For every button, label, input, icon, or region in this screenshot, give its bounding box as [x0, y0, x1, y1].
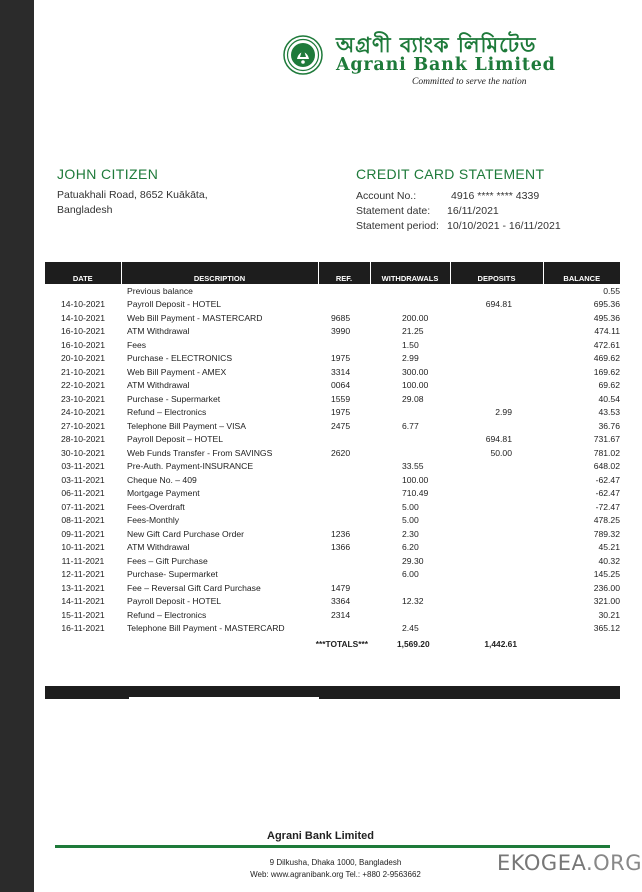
row-ref [318, 460, 370, 474]
row-date: 16-11-2021 [61, 623, 105, 634]
row-deposit [450, 554, 543, 568]
row-balance: 472.61 [593, 339, 620, 350]
row-description: Telephone Bill Payment – VISA [127, 420, 246, 431]
row-balance: 236.00 [593, 582, 620, 593]
row-balance: 36.76 [598, 420, 620, 431]
row-ref: 9685 [331, 312, 351, 323]
row-balance: 169.62 [593, 366, 620, 377]
row-date: 27-10-2021 [61, 420, 105, 431]
row-deposit: 694.81 [485, 299, 512, 310]
row-deposit [450, 352, 543, 366]
row-ref [318, 568, 370, 582]
row-ref: 3990 [331, 326, 351, 337]
row-ref [318, 514, 370, 528]
row-description: ATM Withdrawal [127, 542, 190, 553]
row-date: 12-11-2021 [61, 569, 105, 580]
row-description: Payroll Deposit - HOTEL [127, 596, 222, 607]
table-row [45, 406, 620, 420]
row-date: 03-11-2021 [61, 461, 105, 472]
bank-logo-icon [283, 35, 323, 75]
row-description: Telephone Bill Payment - MASTERCARD [127, 623, 285, 634]
totals-spacer [45, 635, 121, 649]
row-date: 16-10-2021 [61, 339, 105, 350]
table-row [45, 338, 620, 352]
row-description: ATM Withdrawal [127, 380, 190, 391]
table-row [45, 514, 620, 528]
row-deposit [450, 622, 543, 636]
row-deposit [450, 514, 543, 528]
statement-date-value: 16/11/2021 [447, 205, 499, 217]
row-deposit [450, 595, 543, 609]
row-withdrawal: 2.30 [402, 528, 419, 539]
row-balance: 789.32 [593, 528, 620, 539]
row-description: Fee – Reversal Gift Card Purchase [127, 582, 261, 593]
row-deposit: 50.00 [490, 447, 512, 458]
row-date: 09-11-2021 [61, 528, 105, 539]
footer-bank-name: Agrani Bank Limited [267, 830, 374, 842]
row-balance: -72.47 [595, 501, 620, 512]
row-description: Fees [127, 339, 147, 350]
row-balance: 0.55 [603, 285, 620, 296]
row-date: 08-11-2021 [61, 515, 105, 526]
row-withdrawal: 2.45 [402, 623, 419, 634]
row-description: Fees – Gift Purchase [127, 555, 208, 566]
row-withdrawal: 1.50 [402, 339, 419, 350]
row-date: 22-10-2021 [61, 380, 105, 391]
row-ref: 1366 [331, 542, 351, 553]
bank-name: Agrani Bank Limited [336, 55, 556, 75]
row-deposit [450, 581, 543, 595]
row-withdrawal [370, 433, 450, 447]
row-withdrawal: 100.00 [402, 474, 429, 485]
table-row [45, 419, 620, 433]
row-ref: 3364 [331, 596, 351, 607]
header-ref: REF. [318, 262, 370, 284]
header-withdrawals: WITHDRAWALS [370, 262, 450, 284]
row-withdrawal [370, 608, 450, 622]
row-date: 21-10-2021 [61, 366, 105, 377]
row-deposit [450, 500, 543, 514]
table-row [45, 460, 620, 474]
row-withdrawal: 29.08 [402, 393, 424, 404]
row-date: 07-11-2021 [61, 501, 105, 512]
row-ref [318, 473, 370, 487]
row-date: 15-11-2021 [61, 609, 105, 620]
row-ref [318, 487, 370, 501]
statement-period-value: 10/10/2021 - 16/11/2021 [447, 220, 561, 232]
row-deposit [450, 487, 543, 501]
row-withdrawal: 5.00 [402, 515, 419, 526]
total-withdrawals: 1,569.20 [397, 638, 430, 649]
row-description: Mortgage Payment [127, 488, 200, 499]
row-ref: 1975 [331, 407, 351, 418]
table-row [45, 311, 620, 325]
table-row [45, 487, 620, 501]
row-description: Purchase- Supermarket [127, 569, 218, 580]
totals-balance-spacer [543, 635, 620, 649]
row-deposit [450, 379, 543, 393]
row-description: Purchase - ELECTRONICS [127, 353, 233, 364]
totals-row [45, 635, 620, 649]
table-row [45, 298, 620, 312]
row-date: 11-11-2021 [61, 555, 105, 566]
row-description: Fees-Overdraft [127, 501, 185, 512]
total-deposits: 1,442.61 [484, 638, 517, 649]
row-deposit [450, 419, 543, 433]
row-ref [318, 298, 370, 312]
row-date: 23-10-2021 [61, 393, 105, 404]
row-date: 10-11-2021 [61, 542, 105, 553]
row-date: 30-10-2021 [61, 447, 105, 458]
table-row [45, 433, 620, 447]
totals-label: ***TOTALS*** [315, 638, 368, 649]
row-balance: 40.54 [598, 393, 620, 404]
bank-name-bangla: অগ্রণী ব্যাংক লিমিটেড [336, 33, 537, 57]
row-withdrawal: 300.00 [402, 366, 429, 377]
row-balance: 145.25 [593, 569, 620, 580]
row-balance: 69.62 [598, 380, 620, 391]
table-row [45, 500, 620, 514]
row-date: 16-10-2021 [61, 326, 105, 337]
row-deposit [450, 473, 543, 487]
statement-period-row [356, 220, 561, 232]
row-date: 20-10-2021 [61, 353, 105, 364]
row-ref: 2620 [331, 447, 351, 458]
row-ref: 1236 [331, 528, 351, 539]
table-row [45, 581, 620, 595]
row-withdrawal: 33.55 [402, 461, 424, 472]
row-description: Pre-Auth. Payment-INSURANCE [127, 461, 254, 472]
header-date: DATE [45, 262, 121, 284]
row-withdrawal [370, 298, 450, 312]
row-deposit [450, 527, 543, 541]
footer-contact: Web: www.agranibank.org Tel.: +880 2-9563662 [250, 870, 421, 879]
header-description: DESCRIPTION [121, 262, 318, 284]
row-balance: 781.02 [593, 447, 620, 458]
row-balance: 40.32 [598, 555, 620, 566]
row-balance: 495.36 [593, 312, 620, 323]
table-row [45, 352, 620, 366]
table-row [45, 325, 620, 339]
table-row [45, 568, 620, 582]
bottom-bar-gap [129, 697, 319, 699]
row-ref [318, 500, 370, 514]
table-row [45, 379, 620, 393]
row-withdrawal: 6.00 [402, 569, 419, 580]
row-ref: 1975 [331, 353, 351, 364]
row-withdrawal [370, 581, 450, 595]
row-balance: 648.02 [593, 461, 620, 472]
row-date: 24-10-2021 [61, 407, 105, 418]
table-row [45, 622, 620, 636]
row-withdrawal: 710.49 [402, 488, 429, 499]
row-deposit [450, 460, 543, 474]
row-balance: 43.53 [598, 407, 620, 418]
row-withdrawal: 5.00 [402, 501, 419, 512]
row-withdrawal: 21.25 [402, 326, 424, 337]
row-ref [318, 622, 370, 636]
row-deposit [450, 541, 543, 555]
row-ref [318, 284, 370, 298]
table-row [45, 608, 620, 622]
transactions-table [45, 262, 620, 649]
row-deposit [450, 608, 543, 622]
row-date: 14-11-2021 [61, 596, 105, 607]
row-description: Web Bill Payment - AMEX [127, 366, 227, 377]
table-row [45, 541, 620, 555]
account-label: Account No.: [356, 190, 417, 202]
row-description: Previous balance [127, 285, 193, 296]
header-balance: BALANCE [543, 262, 620, 284]
row-description: Refund – Electronics [127, 407, 207, 418]
row-ref: 1479 [331, 582, 351, 593]
row-withdrawal: 6.77 [402, 420, 419, 431]
row-balance: -62.47 [595, 474, 620, 485]
table-row [45, 473, 620, 487]
row-balance: 30.21 [598, 609, 620, 620]
row-description: Purchase - Supermarket [127, 393, 221, 404]
row-ref: 2475 [331, 420, 351, 431]
row-balance: 478.25 [593, 515, 620, 526]
address-line-2: Bangladesh [57, 204, 113, 216]
row-ref [318, 433, 370, 447]
row-date: 14-10-2021 [61, 299, 105, 310]
row-withdrawal: 29.30 [402, 555, 424, 566]
row-date: 03-11-2021 [61, 474, 105, 485]
bank-tagline: Committed to serve the nation [412, 77, 527, 87]
row-ref [318, 338, 370, 352]
header-deposits: DEPOSITS [450, 262, 543, 284]
row-withdrawal: 6.20 [402, 542, 419, 553]
statement-date-label: Statement date: [356, 205, 431, 217]
table-row [45, 554, 620, 568]
row-withdrawal [370, 406, 450, 420]
table-header-row [45, 262, 620, 284]
row-description: Web Bill Payment - MASTERCARD [127, 312, 263, 323]
row-description: Cheque No. – 409 [127, 474, 197, 485]
row-description: Payroll Deposit – HOTEL [127, 434, 223, 445]
table-row [45, 527, 620, 541]
row-balance: 695.36 [593, 299, 620, 310]
row-description: Payroll Deposit - HOTEL [127, 299, 222, 310]
watermark-part1: EKOGEA [497, 851, 586, 875]
row-deposit: 694.81 [485, 434, 512, 445]
account-value: 4916 **** **** 4339 [451, 190, 540, 202]
table-row [45, 446, 620, 460]
table-row [45, 365, 620, 379]
row-date [45, 284, 121, 298]
footer-divider [55, 845, 610, 848]
row-deposit [450, 365, 543, 379]
row-withdrawal [370, 446, 450, 460]
row-date: 28-10-2021 [61, 434, 105, 445]
statement-date-row [356, 205, 499, 217]
customer-name: JOHN CITIZEN [57, 166, 159, 182]
row-ref: 3314 [331, 366, 351, 377]
row-description: New Gift Card Purchase Order [127, 528, 245, 539]
footer-address: 9 Dilkusha, Dhaka 1000, Bangladesh [269, 858, 402, 867]
watermark-part2: .ORG [585, 851, 642, 875]
row-deposit [450, 568, 543, 582]
account-number-row [356, 190, 540, 202]
address-line-1: Patuakhali Road, 8652 Kuākāta, [57, 189, 208, 201]
row-description: Refund – Electronics [127, 609, 207, 620]
row-deposit: 2.99 [495, 407, 512, 418]
row-withdrawal: 12.32 [402, 596, 424, 607]
row-description: ATM Withdrawal [127, 326, 190, 337]
table-bottom-bar [45, 686, 620, 699]
statement-title: CREDIT CARD STATEMENT [356, 166, 545, 182]
row-date: 06-11-2021 [61, 488, 105, 499]
customer-address [57, 188, 208, 218]
row-ref: 0064 [331, 380, 351, 391]
row-ref: 1559 [331, 393, 351, 404]
row-balance: 731.67 [593, 434, 620, 445]
row-deposit [450, 311, 543, 325]
row-description: Fees-Monthly [127, 515, 180, 526]
row-balance: 321.00 [593, 596, 620, 607]
row-ref: 2314 [331, 609, 351, 620]
row-deposit [450, 325, 543, 339]
row-withdrawal: 200.00 [402, 312, 429, 323]
table-row [45, 284, 620, 298]
row-balance: 365.12 [593, 623, 620, 634]
row-withdrawal: 100.00 [402, 380, 429, 391]
row-balance: 474.11 [594, 326, 620, 337]
row-balance: 45.21 [598, 542, 620, 553]
row-date: 13-11-2021 [61, 582, 105, 593]
row-balance: -62.47 [595, 488, 620, 499]
table-row [45, 595, 620, 609]
table-row [45, 392, 620, 406]
statement-period-label: Statement period: [356, 220, 439, 232]
row-ref [318, 554, 370, 568]
row-deposit [450, 338, 543, 352]
row-deposit [450, 392, 543, 406]
left-edge-bar [0, 0, 34, 892]
row-withdrawal [370, 284, 450, 298]
row-deposit [450, 284, 543, 298]
row-date: 14-10-2021 [61, 312, 105, 323]
watermark [497, 851, 642, 875]
row-description: Web Funds Transfer - From SAVINGS [127, 447, 273, 458]
row-withdrawal: 2.99 [402, 353, 419, 364]
row-balance: 469.62 [593, 353, 620, 364]
